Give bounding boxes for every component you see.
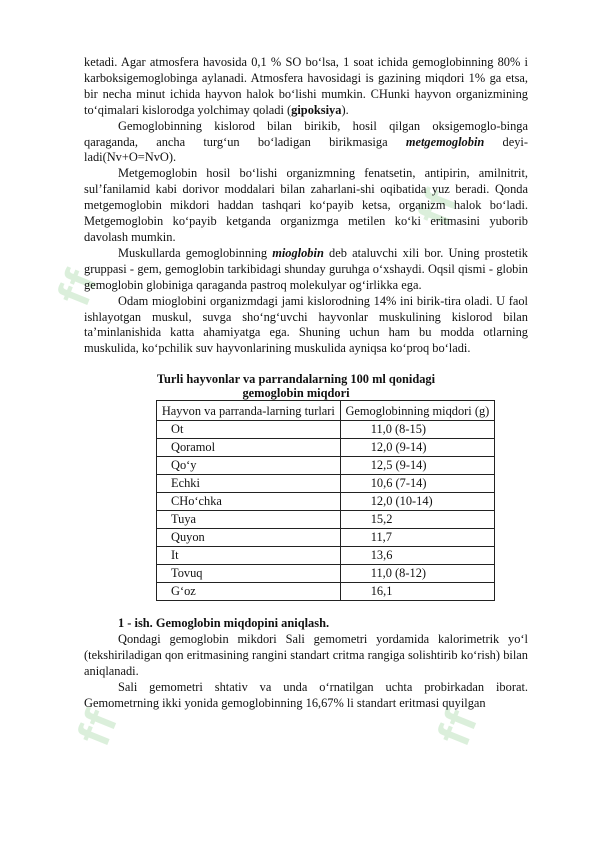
table-caption: Turli hayvonlar va parrandalarning 100 ml qonidagi gemoglobin miqdori: [156, 372, 436, 401]
table-row: Tuya 15,2: [157, 511, 495, 529]
watermark: ff: [426, 701, 488, 753]
table-row: Tovuq 11,0 (8-12): [157, 565, 495, 583]
hemoglobin-table: [156, 400, 495, 601]
paragraph: Metgemoglobin hosil bo‘lishi organizmning fenatsetin, antipirin, amilnitrit, sul’fanilamid kabi dorivor moddalari bilan zaharlani-shi oqibatida yuz beradi. Qonda metgemoglobin mikdori haddan tashqari ko‘payib ketsa, organizm halok bo‘ladi. Metgemoglobin ko‘payib ketganda organizmga metilen ko‘ki eritmasini yuborib davolash mumkin.: [84, 166, 528, 244]
table-row: It 13,6: [157, 547, 495, 565]
watermark: ff: [66, 701, 128, 753]
table-row: Ot 11,0 (8-15): [157, 421, 495, 439]
paragraph: Qondagi gemoglobin mikdori Sali gemometri yordamida kalorimetrik yo‘l (tekshiriladigan qon eritmasining rangini standart critma rangiga solishtirib ko‘rish) bilan aniqlanadi.: [84, 632, 528, 678]
paragraph: Sali gemometri shtativ va unda o‘rnatilgan uchta probirkadan iborat. Gemometrning ikki yonida gemoglobinning 16,67% li standart eritmasi quyilgan: [84, 679, 528, 710]
paragraph: Gemoglobinning kislorod bilan birikib, hosil qilgan oksigemoglo-binga qaraganda, ancha turg‘un bo‘ladigan birikmasiga metgemoglobin deyi-ladi(Nv+O=NvO).: [84, 118, 528, 165]
watermark: ff: [406, 181, 468, 233]
table-row: Qo‘y 12,5 (9-14): [157, 457, 495, 475]
paragraph: Muskullarda gemoglobinning mioglobin deb ataluvchi xili bor. Uning prostetik gruppasi - gem, gemoglobin tarkibidagi shunday guruhga o‘xshaydi. Oqsil qismi - globin gemoglobin globiniga qaraganda pastroq molekulyar og‘irlikka ega.: [84, 245, 528, 292]
table-row: CHo‘chka 12,0 (10-14): [157, 493, 495, 511]
document-page: [84, 55, 528, 712]
paragraph: ketadi. Agar atmosfera havosida 0,1 % SO bo‘lsa, 1 soat ichida gemoglobinning 80% i karboksigemoglobinga aylanadi. Atmosfera havosidagi is gazining miqdori 1% ga etsa, bir necha minut ichida hayvon halok bo‘lishi mumkin. CHunki hayvon organizmining to‘qimalari kislorodga yolchimay qoladi (gipoksiya).: [84, 55, 528, 117]
column-header: Gemoglobinning miqdori (g): [340, 401, 494, 421]
table-row: G‘oz 16,1: [157, 583, 495, 601]
table-row: Qoramol 12,0 (9-14): [157, 439, 495, 457]
column-header: Hayvon va parranda-larning turlari: [157, 401, 341, 421]
table-row: Echki 10,6 (7-14): [157, 475, 495, 493]
table-row: Quyon 11,7: [157, 529, 495, 547]
watermark: ff: [46, 261, 108, 313]
section-heading: 1 - ish. Gemoglobin miqdopini aniqlash.: [118, 616, 330, 631]
paragraph: Odam mioglobini organizmdagi jami kislorodning 14% ini birik-tira oladi. U faol ishlayotgan muskul, suvga sho‘ng‘uvchi hayvonlar muskulining kislorod bilan ta’minlanishida katta ahamiyatga ega. Shuning uchun ham bu modda otlarning muskulida, ko‘pchilik suv hayvonlarining muskulida ayniqsa ko‘proq bo‘ladi.: [84, 293, 528, 356]
table-header-row: [157, 401, 495, 421]
